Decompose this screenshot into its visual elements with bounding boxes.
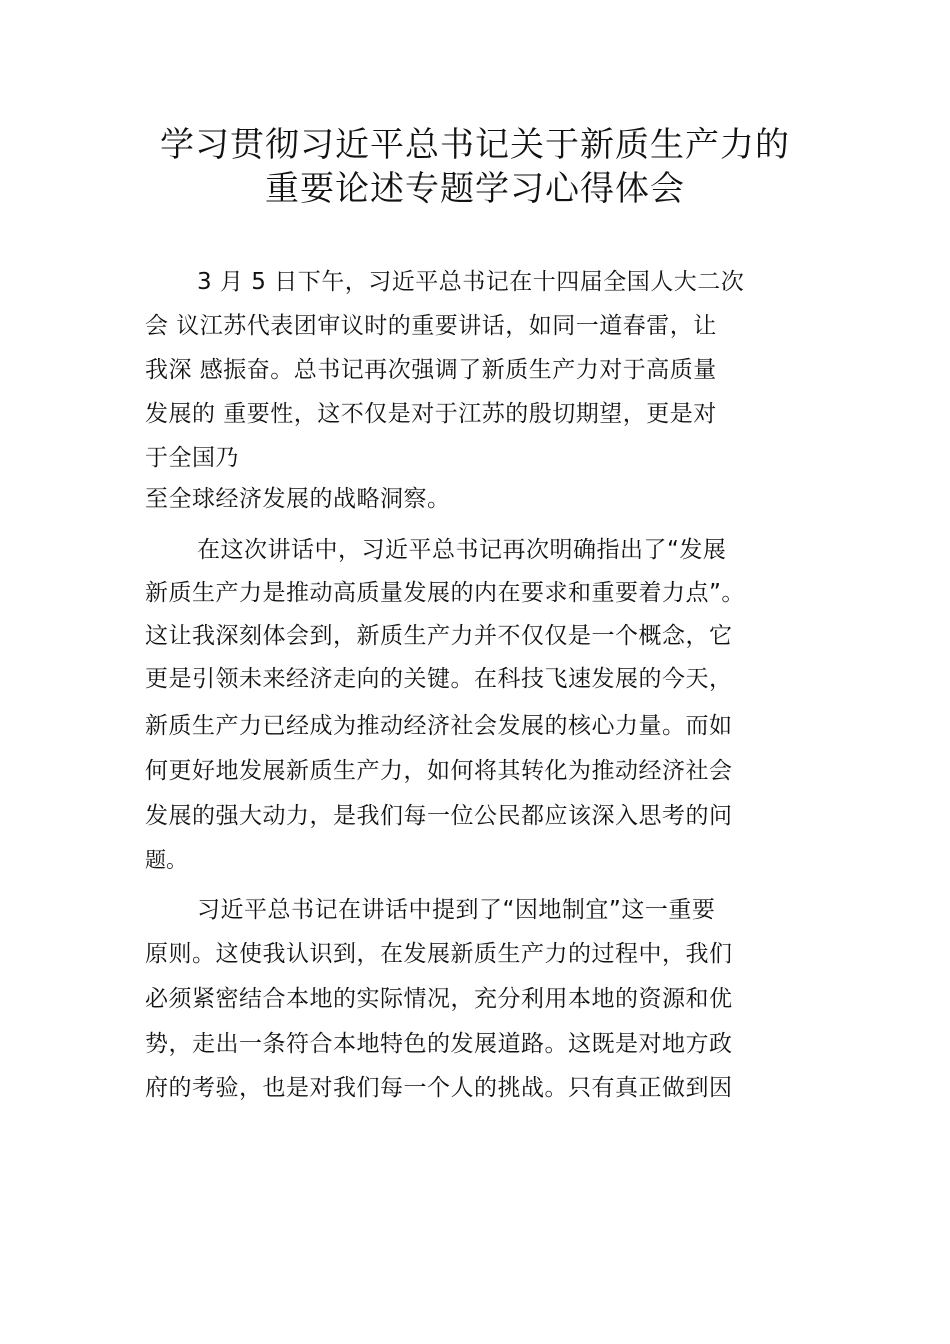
paragraph-3-line-3: 必须紧密结合本地的实际情况，充分利用本地的资源和优	[145, 986, 733, 1012]
paragraph-2-line-4: 更是引领未来经济走向的关键。在科技飞速发展的今天，	[145, 666, 733, 692]
paragraph-2-line-8: 题。	[145, 848, 187, 872]
paragraph-1-line-2: 会 议江苏代表团审议时的重要讲话，如同一道春雷，让	[145, 313, 717, 339]
paragraph-1-line-1: 3 月 5 日下午，习近平总书记在十四届全国人大二次	[197, 269, 745, 295]
document-title-line-2: 重要论述专题学习心得体会	[265, 169, 685, 209]
document-title-line-1: 学习贯彻习近平总书记关于新质生产力的	[160, 125, 790, 165]
paragraph-2-line-3: 这让我深刻体会到，新质生产力并不仅仅是一个概念，它	[145, 623, 733, 649]
paragraph-2-line-7: 发展的强大动力，是我们每一位公民都应该深入思考的问	[145, 803, 733, 829]
paragraph-2-line-5: 新质生产力已经成为推动经济社会发展的核心力量。而如	[145, 713, 733, 739]
paragraph-1-line-6: 至全球经济发展的战略洞察。	[145, 486, 451, 512]
paragraph-1-line-5: 于全国乃	[145, 445, 239, 471]
paragraph-3-line-1: 习近平总书记在讲话中提到了“因地制宜”这一重要	[197, 897, 716, 923]
paragraph-1-line-3: 我深 感振奋。总书记再次强调了新质生产力对于高质量	[145, 357, 717, 383]
paragraph-2-line-6: 何更好地发展新质生产力，如何将其转化为推动经济社会	[145, 758, 733, 784]
paragraph-3-line-5: 府的考验，也是对我们每一个人的挑战。只有真正做到因	[145, 1075, 733, 1101]
paragraph-1-line-4: 发展的 重要性，这不仅是对于江苏的殷切期望，更是对	[145, 401, 717, 427]
paragraph-2-line-1: 在这次讲话中，习近平总书记再次明确指出了“发展	[197, 537, 727, 563]
paragraph-3-line-2: 原则。这使我认识到，在发展新质生产力的过程中，我们	[145, 941, 733, 967]
paragraph-3-line-4: 势，走出一条符合本地特色的发展道路。这既是对地方政	[145, 1031, 733, 1057]
paragraph-2-line-2: 新质生产力是推动高质量发展的内在要求和重要着力点”。	[145, 580, 745, 606]
